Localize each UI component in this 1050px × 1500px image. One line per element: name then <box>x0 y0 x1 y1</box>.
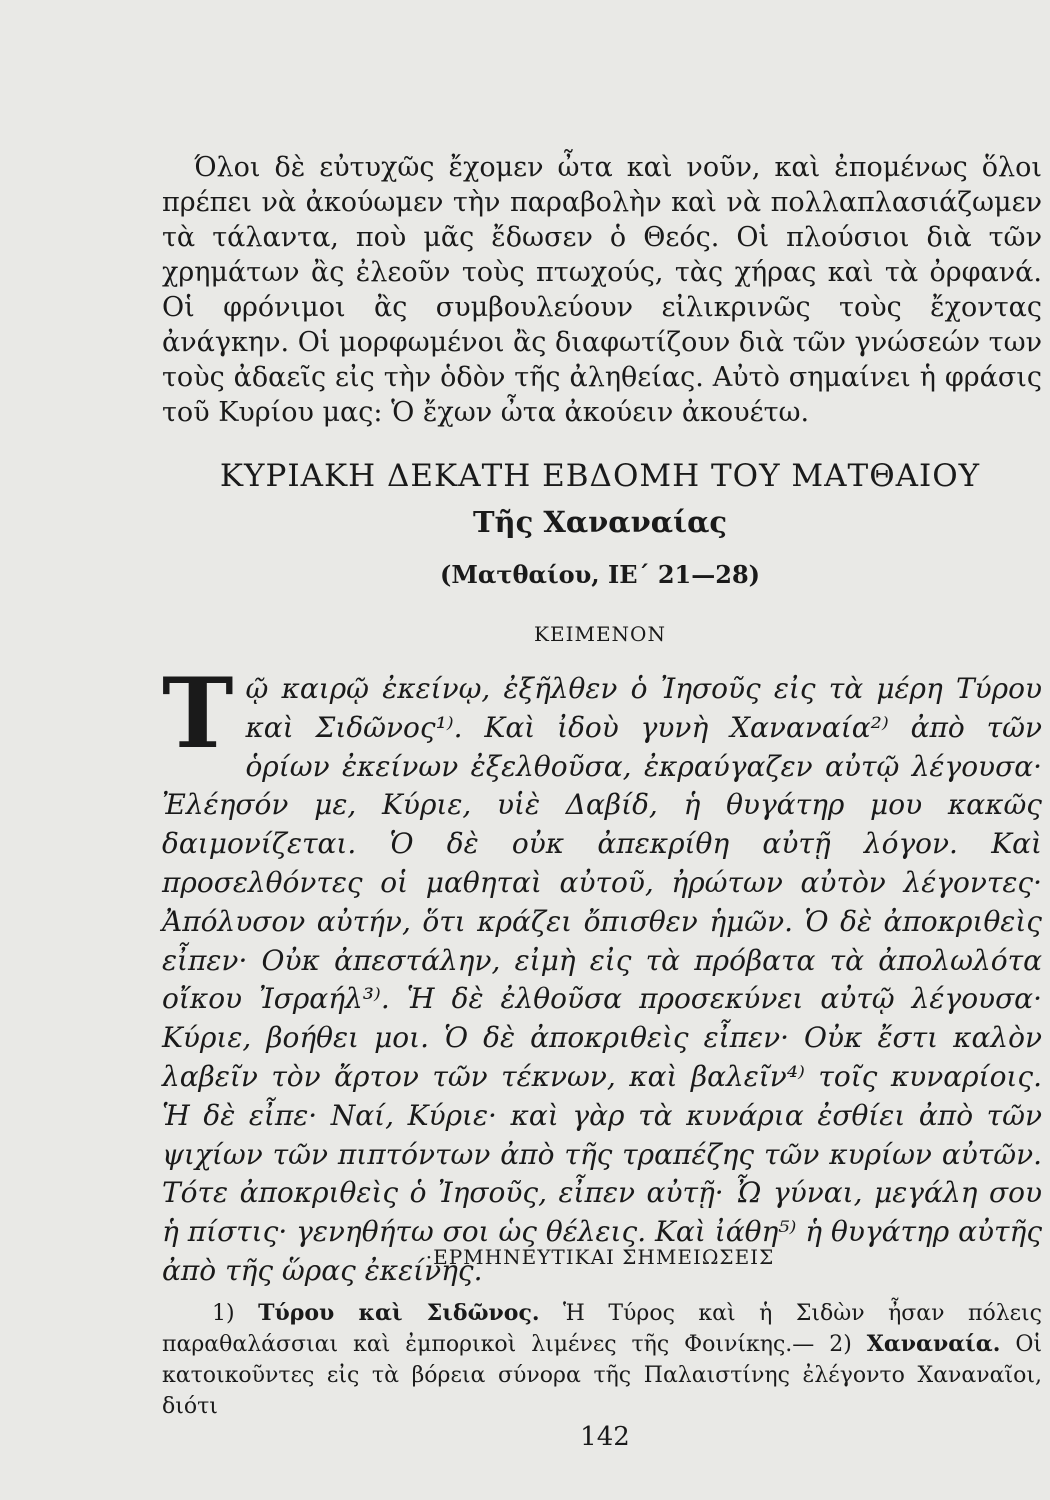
gospel-body: ῷ καιρῷ ἐκείνῳ, ἐξῆλθεν ὁ Ἰησοῦς εἰς τὰ μέρη Τύρου καὶ Σιδῶνος¹⁾. Καὶ ἰδοὺ γυνὴ Χαναναία²⁾ ἀπὸ τῶν ὁρίων ἐκείνων ἐξελθοῦσα, ἐκραύγαζεν αὐτῷ λέγουσα· Ἐλέησόν με, Κύριε, υἱὲ Δαβίδ, ἡ θυγάτηρ μου κακῶς δαιμονίζεται. Ὁ δὲ οὐκ ἀπεκρίθη αὐτῇ λόγον. Καὶ προσελθόντες οἱ μαθηταὶ αὐτοῦ, ἠρώτων αὐτὸν λέγοντες· Ἀπόλυσον αὐτήν, ὅτι κράζει ὄπισθεν ἡμῶν. Ὁ δὲ ἀποκριθεὶς εἶπεν· Οὐκ ἀπεστάλην, εἰμὴ εἰς τὰ πρόβατα τὰ ἀπολωλότα οἴκου Ἰσραήλ³⁾. Ἡ δὲ ἐλθοῦσα προσεκύνει αὐτῷ λέγουσα· Κύριε, βοήθει μοι. Ὁ δὲ ἀποκριθεὶς εἶπεν· Οὐκ ἔστι καλὸν λαβεῖν τὸν ἄρτον τῶν τέκνων, καὶ βαλεῖν⁴⁾ τοῖς κυναρίοις. Ἡ δὲ εἶπε· Ναί, Κύριε· καὶ γὰρ τὰ κυνάρια ἐσθίει ἀπὸ τῶν ψιχίων τῶν πιπτόντων ἀπὸ τῆς τραπέζης τῶν κυρίων αὐτῶν. Τότε ἀποκριθεὶς ὁ Ἰησοῦς, εἶπεν αὐτῇ· Ὦ γύναι, μεγάλη σου ἡ πίστις· γενηθήτω σοι ὡς θέλεις. Καὶ ἰάθη⁵⁾ ἡ θυγάτηρ αὐτῆς ἀπὸ τῆς ὥρας ἐκείνης. <box>162 672 1042 1287</box>
drop-cap: Τ <box>162 657 234 770</box>
note-1-term: Τύρου καὶ Σιδῶνος. <box>258 1300 540 1326</box>
intro-section <box>162 150 1042 430</box>
note-2-text: Οἱ κατοικοῦντες εἰς τὰ βόρεια σύνορα τῆς Παλαιστίνης ἐλέγοντο Χαναναῖοι, διότι <box>162 1332 1043 1419</box>
section-title: ΚΥΡΙΑΚΗ ΔΕΚΑΤΗ ΕΒΔΟΜΗ ΤΟΥ ΜΑΤΘΑΙΟΥ <box>219 458 981 494</box>
notes-heading: ·ΕΡΜΗΝΕΥΤΙΚΑΙ ΣΗΜΕΙΩΣΕΙΣ <box>425 1245 775 1269</box>
gospel-paragraph <box>162 657 1042 1291</box>
gospel-text <box>162 657 1042 1291</box>
note-1-text: Ἡ Τύρος καὶ ἡ Σιδὼν ἦσαν πόλεις παραθαλάσσιαι καὶ ἐμπορικοὶ λιμένες τῆς Φοινίκης.— <box>162 1301 1043 1357</box>
note-2-term: Χαναναία. <box>866 1331 1001 1357</box>
note-1-number: 1) <box>212 1301 235 1326</box>
intro-paragraph: Όλοι δὲ εὐτυχῶς ἔχομεν ὦτα καὶ νοῦν, καὶ ἐπομένως ὅλοι πρέπει νὰ ἀκούωμεν τὴν παραβολὴν καὶ νὰ πολλαπλασιάζωμεν τὰ τάλαντα, ποὺ μᾶς ἔδωσεν ὁ Θεός. Οἱ πλούσιοι διὰ τῶν χρημάτων ἂς ἐλεοῦν τοὺς πτωχούς, τὰς χήρας καὶ τὰ ὀρφανά. Οἱ φρόνιμοι ἂς συμβουλεύουν εἰλικρινῶς τοὺς ἔχοντας ἀνάγκην. Οἱ μορφωμένοι ἂς διαφωτίζουν διὰ τῶν γνώσεών των τοὺς ἀδαεῖς εἰς τὴν ὁδὸν τῆς ἀληθείας. Αὐτὸ σημαίνει ἡ φράσις τοῦ Κυρίου μας: Ὁ ἔχων ὦτα ἀκούειν ἀκουέτω. <box>162 152 1042 428</box>
scripture-reference: (Ματθαίου, ΙΕ΄ 21—28) <box>439 560 761 589</box>
notes-paragraph <box>162 1298 1042 1422</box>
text-label: ΚΕΙΜΕΝΟΝ <box>534 622 666 646</box>
section-subtitle: Τῆς Χαναναίας <box>472 505 728 539</box>
note-2-number: 2) <box>829 1332 852 1357</box>
page-number: 142 <box>580 1422 630 1452</box>
notes-section <box>162 1298 1042 1422</box>
